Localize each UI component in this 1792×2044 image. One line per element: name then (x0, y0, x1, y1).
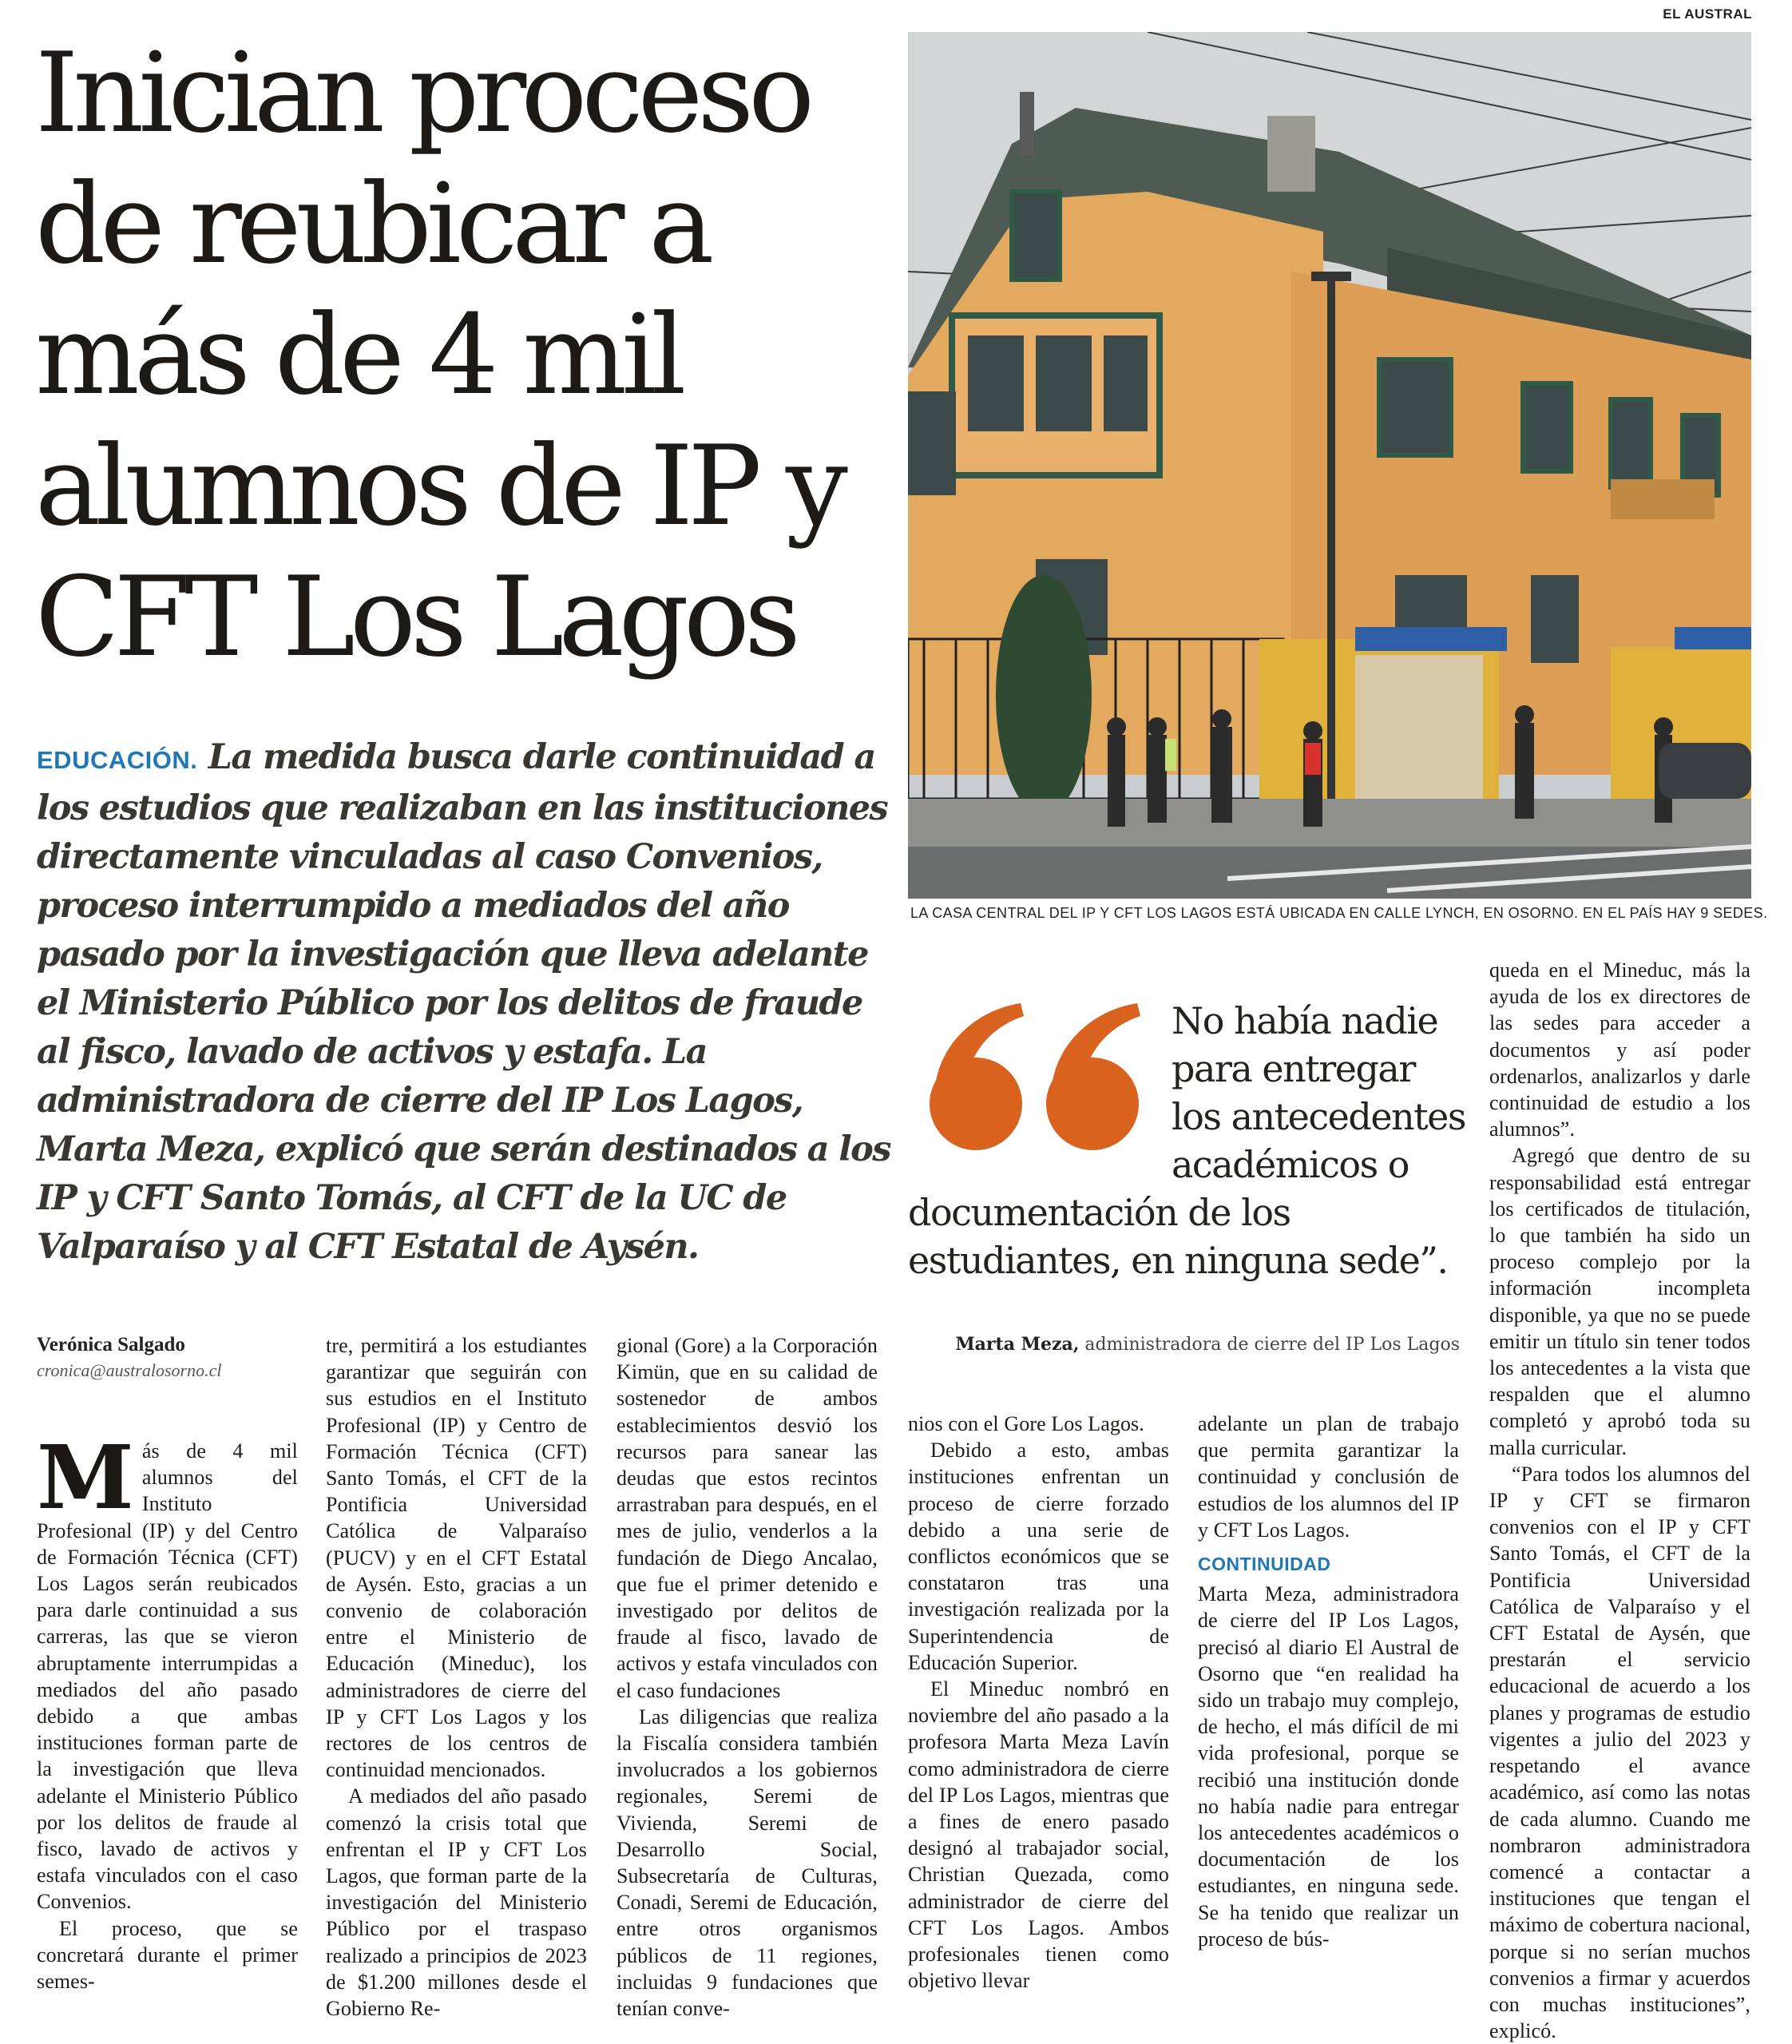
body-paragraph: El Mineduc nombró en noviembre del año pasado a la profesora Marta Meza Lavín como administradora de cierre del IP Los Lagos, mientras que a fines de enero pasado designó al trabajador social, Christian Quezada, como administrador de cierre del CFT Los Lagos. Ambos profesionales tienen como objetivo llevar (908, 1677, 1169, 1993)
headline-line: CFT Los Lagos (35, 553, 795, 681)
pull-quote-line: estudiantes, en ninguna sede”. (908, 1239, 1448, 1282)
lede-paragraph (37, 733, 899, 1272)
body-paragraph: El proceso, que se concretará durante el primer semes- (37, 1916, 298, 1994)
author-email: cronica@australosorno.cl (37, 1360, 222, 1380)
body-paragraph: Debido a esto, ambas instituciones enfrentan un proceso de cierre forzado debido a una serie de conflictos económicos que se constataron tras una investigación realizada por la Superintendencia de Educación Superior. (908, 1439, 1169, 1674)
body-paragraph: Agregó que dentro de su responsabilidad está entregar los certificados de titulación, lo que también ha sido un proceso complejo por la información incompleta disponible, ya que no se puede emitir un título sin tener todos los antecedentes a la vista que respalden que el alumno completó y aprobó toda su malla curricular. (1489, 1144, 1750, 1459)
quote-author: Marta Meza, (955, 1334, 1080, 1355)
body-column-1 (37, 1426, 298, 1994)
body-paragraph: gional (Gore) a la Corporación Kimün, que en su calidad de sostenedor de ambos establecimientos desvió los recursos para sanear las deudas que estos recintos arrastraban para después, en el mes de julio, venderlos a la fundación de Diego Ancalao, que fue el primer detenido e investigado por delitos de fraude al fisco, lavado de activos y estafa vinculados con el caso fundaciones (616, 1334, 878, 1702)
pull-quote-line: documentación de los (908, 1191, 1290, 1234)
newspaper-masthead: EL AUSTRAL (1663, 6, 1752, 22)
headline-line: más de 4 mil (35, 291, 681, 419)
quote-author-role: administradora de cierre del IP Los Lagos (1084, 1335, 1460, 1355)
pull-quote-line: los antecedentes (1172, 1095, 1465, 1138)
building-photo-illustration (908, 32, 1751, 899)
pull-quote-line: No había nadie (1172, 999, 1438, 1042)
body-column-4 (908, 1411, 1169, 1994)
pull-quote-line: académicos o (1172, 1143, 1409, 1186)
pull-quote (908, 997, 1483, 1284)
photo-caption: LA CASA CENTRAL DEL IP Y CFT LOS LAGOS ESTÁ UBICADA EN CALLE LYNCH, EN OSORNO. EN EL PAÍS HAY 9 SEDES. (910, 905, 1768, 921)
headline-line: de reubicar a (35, 160, 709, 288)
body-paragraph: adelante un plan de trabajo que permita garantizar la continuidad y conclusión de estudios de los alumnos del IP y CFT Los Lagos. (1198, 1412, 1459, 1542)
body-paragraph: tre, permitirá a los estudiantes garantizar que seguirán con sus estudios en el Instituto Profesional (IP) y Centro de Formación Técnica (CFT) Santo Tomás, el CFT de la Pontificia Universidad Católica de Valparaíso (PUCV) y en el CFT Estatal de Aysén. Esto, gracias a un convenio de colaboración entre el Ministerio de Educación (Mineduc), los administradores de cierre del IP y CFT Los Lagos y los rectores de los centros de continuidad mencionados. (326, 1334, 587, 1782)
body-paragraph: A mediados del año pasado comenzó la crisis total que enfrentan el IP y CFT Los Lagos, que forman parte de la investigación del Ministerio Público por el traspaso realizado a principios de 2023 de $1.200 millones desde el Gobierno Re- (326, 1784, 587, 2021)
section-kicker: EDUCACIÓN. (37, 746, 198, 774)
lede-text: La medida busca darle continuidad a los estudios que realizaban en las instituciones directamente vinculadas al caso Convenios, proceso interrumpido a mediados del año pasado por la investigación que lleva adelante el Ministerio Público por los delitos de fraude al fisco, lavado de activos y estafa. La administradora de cierre del IP Los Lagos, Marta Meza, explicó que serán destinados a los IP y CFT Santo Tomás, al CFT de la UC de Valparaíso y al CFT Estatal de Aysén. (37, 737, 890, 1267)
headline-line: alumnos de IP y (35, 422, 842, 550)
byline (37, 1332, 221, 1383)
pull-quote-line: para entregar (1172, 1047, 1415, 1090)
body-paragraph: Marta Meza, administradora de cierre del IP Los Lagos, precisó al diario El Austral de Osorno que “en realidad ha sido un trabajo muy complejo, de hecho, el más difícil de mi vida profesional, porque se recibió una institución donde no había nadie para entregar los antecedentes académicos o documentación de los estudiantes, en ninguna sede. Se ha tenido que realizar un proceso de bús- (1198, 1582, 1459, 1951)
body-column-5 (1198, 1411, 1459, 1952)
building-photo (908, 32, 1751, 899)
body-column-6 (1489, 957, 1750, 2044)
section-subhead: CONTINUIDAD (1198, 1554, 1331, 1575)
quote-attribution (955, 1334, 1460, 1355)
body-column-2 (326, 1332, 587, 2022)
body-paragraph: queda en el Mineduc, más la ayuda de los ex directores de las sedes para acceder a documentos y así poder ordenarlos, analizarlos y darle continuidad de estudio a los alumnos”. (1489, 958, 1750, 1141)
headline-line: Inician proceso (35, 29, 810, 157)
body-paragraph: nios con el Gore Los Lagos. (908, 1412, 1144, 1435)
author-name: Verónica Salgado (37, 1334, 185, 1355)
headline (35, 28, 898, 683)
body-paragraph: Las diligencias que realiza la Fiscalía considera también involucrados a los gobiernos regionales, Seremi de Vivienda, Seremi de Desarrollo Social, Subsecretaría de Culturas, Conadi, Seremi de Educación, entre otros organismos públicos de 11 regiones, incluidas 9 fundaciones que tenían conve- (616, 1705, 878, 2021)
body-column-3 (616, 1332, 878, 2022)
body-paragraph: “Para todos los alumnos del IP y CFT se firmaron convenios con el IP y CFT Santo Tomás, el CFT de la Pontificia Universidad Católica de Valparaíso y el CFT Estatal de Aysén, que prestarán el servicio educacional de acuerdo a los planes y programas de estudio vigentes a julio del 2023 y respetando el avance académico, así como las notas de cada alumno. Cuando me nombraron administradora comencé a contactar a instituciones que tengan el máximo de cobertura nacional, porque si no serían muchos convenios a firmar y acuerdos con muchas instituciones”, explicó. (1489, 1462, 1750, 2043)
drop-cap: M (37, 1426, 134, 1529)
body-paragraph: Más de 4 mil alumnos del Instituto Profesional (IP) y del Centro de Formación Técnica (CFT) Los Lagos serán reubicados para darle continuidad a sus carreras, las que se vieron abruptamente interrumpidas a mediados del año pasado debido a que ambas instituciones forman parte de la investigación que lleva adelante el Ministerio Público por los delitos de fraude al fisco, lavado de activos y estafa vinculados con el caso Convenios. (37, 1426, 298, 1914)
